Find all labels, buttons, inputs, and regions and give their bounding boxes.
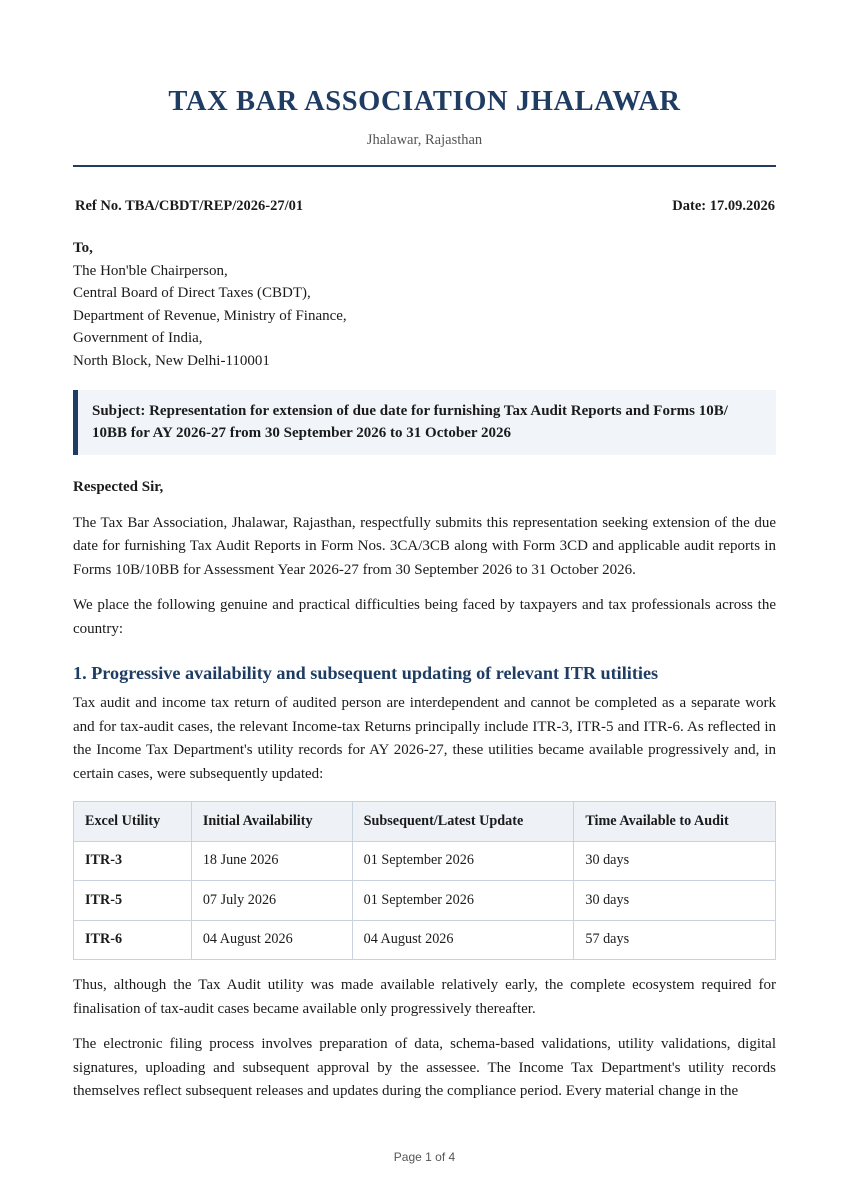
table-cell: 01 September 2026: [352, 841, 574, 881]
intro-paragraph: The Tax Bar Association, Jhalawar, Rajasthan, respectfully submits this representation seeking extension of the due date for furnishing Tax Audit Reports in Form Nos. 3CA/3CB along with Form 3CD and applicable audit reports in Forms 10B/10BB for Assessment Year 2026-27 from 30 September 2026 to 31 October 2026.: [73, 514, 776, 578]
salutation: Respected Sir,: [73, 478, 164, 495]
table-row: [74, 920, 776, 960]
table-row: [74, 841, 776, 881]
table-cell: 30 days: [574, 841, 776, 881]
table-cell: ITR-5: [74, 881, 192, 921]
table-cell: 07 July 2026: [191, 881, 352, 921]
association-title: TAX BAR ASSOCIATION JHALAWAR: [168, 86, 681, 117]
conclusion-paragraph: Thus, although the Tax Audit utility was made available relatively early, the complete ecosystem required for finalisation of tax-audit cases became available only progressively thereafter.: [73, 977, 776, 1017]
table-cell: 30 days: [574, 881, 776, 921]
table-cell: 18 June 2026: [191, 841, 352, 881]
recipient-address: [73, 237, 776, 373]
page-number: Page 1 of 4: [393, 1150, 456, 1164]
reference-number: Ref No. TBA/CBDT/REP/2026-27/01: [75, 198, 304, 214]
table-cell: ITR-3: [74, 841, 192, 881]
column-header: Initial Availability: [191, 802, 352, 842]
difficulties-paragraph: We place the following genuine and practical difficulties being faced by taxpayers and tax professionals across the country:: [73, 597, 776, 637]
table-cell: ITR-6: [74, 920, 192, 960]
address-line: The Hon'ble Chairperson,: [73, 262, 228, 279]
table-cell: 04 August 2026: [352, 920, 574, 960]
table-cell: 57 days: [574, 920, 776, 960]
efiling-paragraph: The electronic filing process involves preparation of data, schema-based validations, utility validations, digital signatures, uploading and subsequent approval by the assessee. The Income Tax Department's utility records themselves reflect subsequent releases and updates during the compliance period. Every material change in the: [73, 1036, 776, 1100]
association-location: Jhalawar, Rajasthan: [366, 132, 483, 148]
column-header: Time Available to Audit: [574, 802, 776, 842]
section-heading: 1. Progressive availability and subsequent updating of relevant ITR utilities: [73, 663, 659, 684]
reference-row: [73, 197, 776, 215]
column-header: Excel Utility: [74, 802, 192, 842]
address-line: Government of India,: [73, 330, 203, 347]
address-to: To,: [73, 240, 93, 256]
table-cell: 01 September 2026: [352, 881, 574, 921]
address-line: Department of Revenue, Ministry of Finance,: [73, 307, 347, 324]
header-divider: [73, 165, 776, 167]
table-row: [74, 881, 776, 921]
column-header: Subsequent/Latest Update: [352, 802, 574, 842]
address-line: Central Board of Direct Taxes (CBDT),: [73, 285, 311, 302]
section1-paragraph: Tax audit and income tax return of audited person are interdependent and cannot be completed as a separate work and for tax-audit cases, the relevant Income-tax Returns principally include ITR-3, ITR-5 and ITR-6. As reflected in the Income Tax Department's utility records for AY 2026-27, these utilities became available progressively and, in certain cases, were subsequently updated:: [73, 695, 776, 782]
table-cell: 04 August 2026: [191, 920, 352, 960]
subject-box: Subject: Representation for extension of due date for furnishing Tax Audit Reports and Forms 10B/ 10BB for AY 2026-27 from 30 September 2026 to 31 October 2026: [73, 390, 776, 455]
letter-page: [73, 0, 776, 1104]
utility-table: [73, 801, 776, 960]
letter-date: Date: 17.09.2026: [672, 198, 775, 214]
address-line: North Block, New Delhi-110001: [73, 352, 270, 369]
table-header-row: [74, 802, 776, 842]
